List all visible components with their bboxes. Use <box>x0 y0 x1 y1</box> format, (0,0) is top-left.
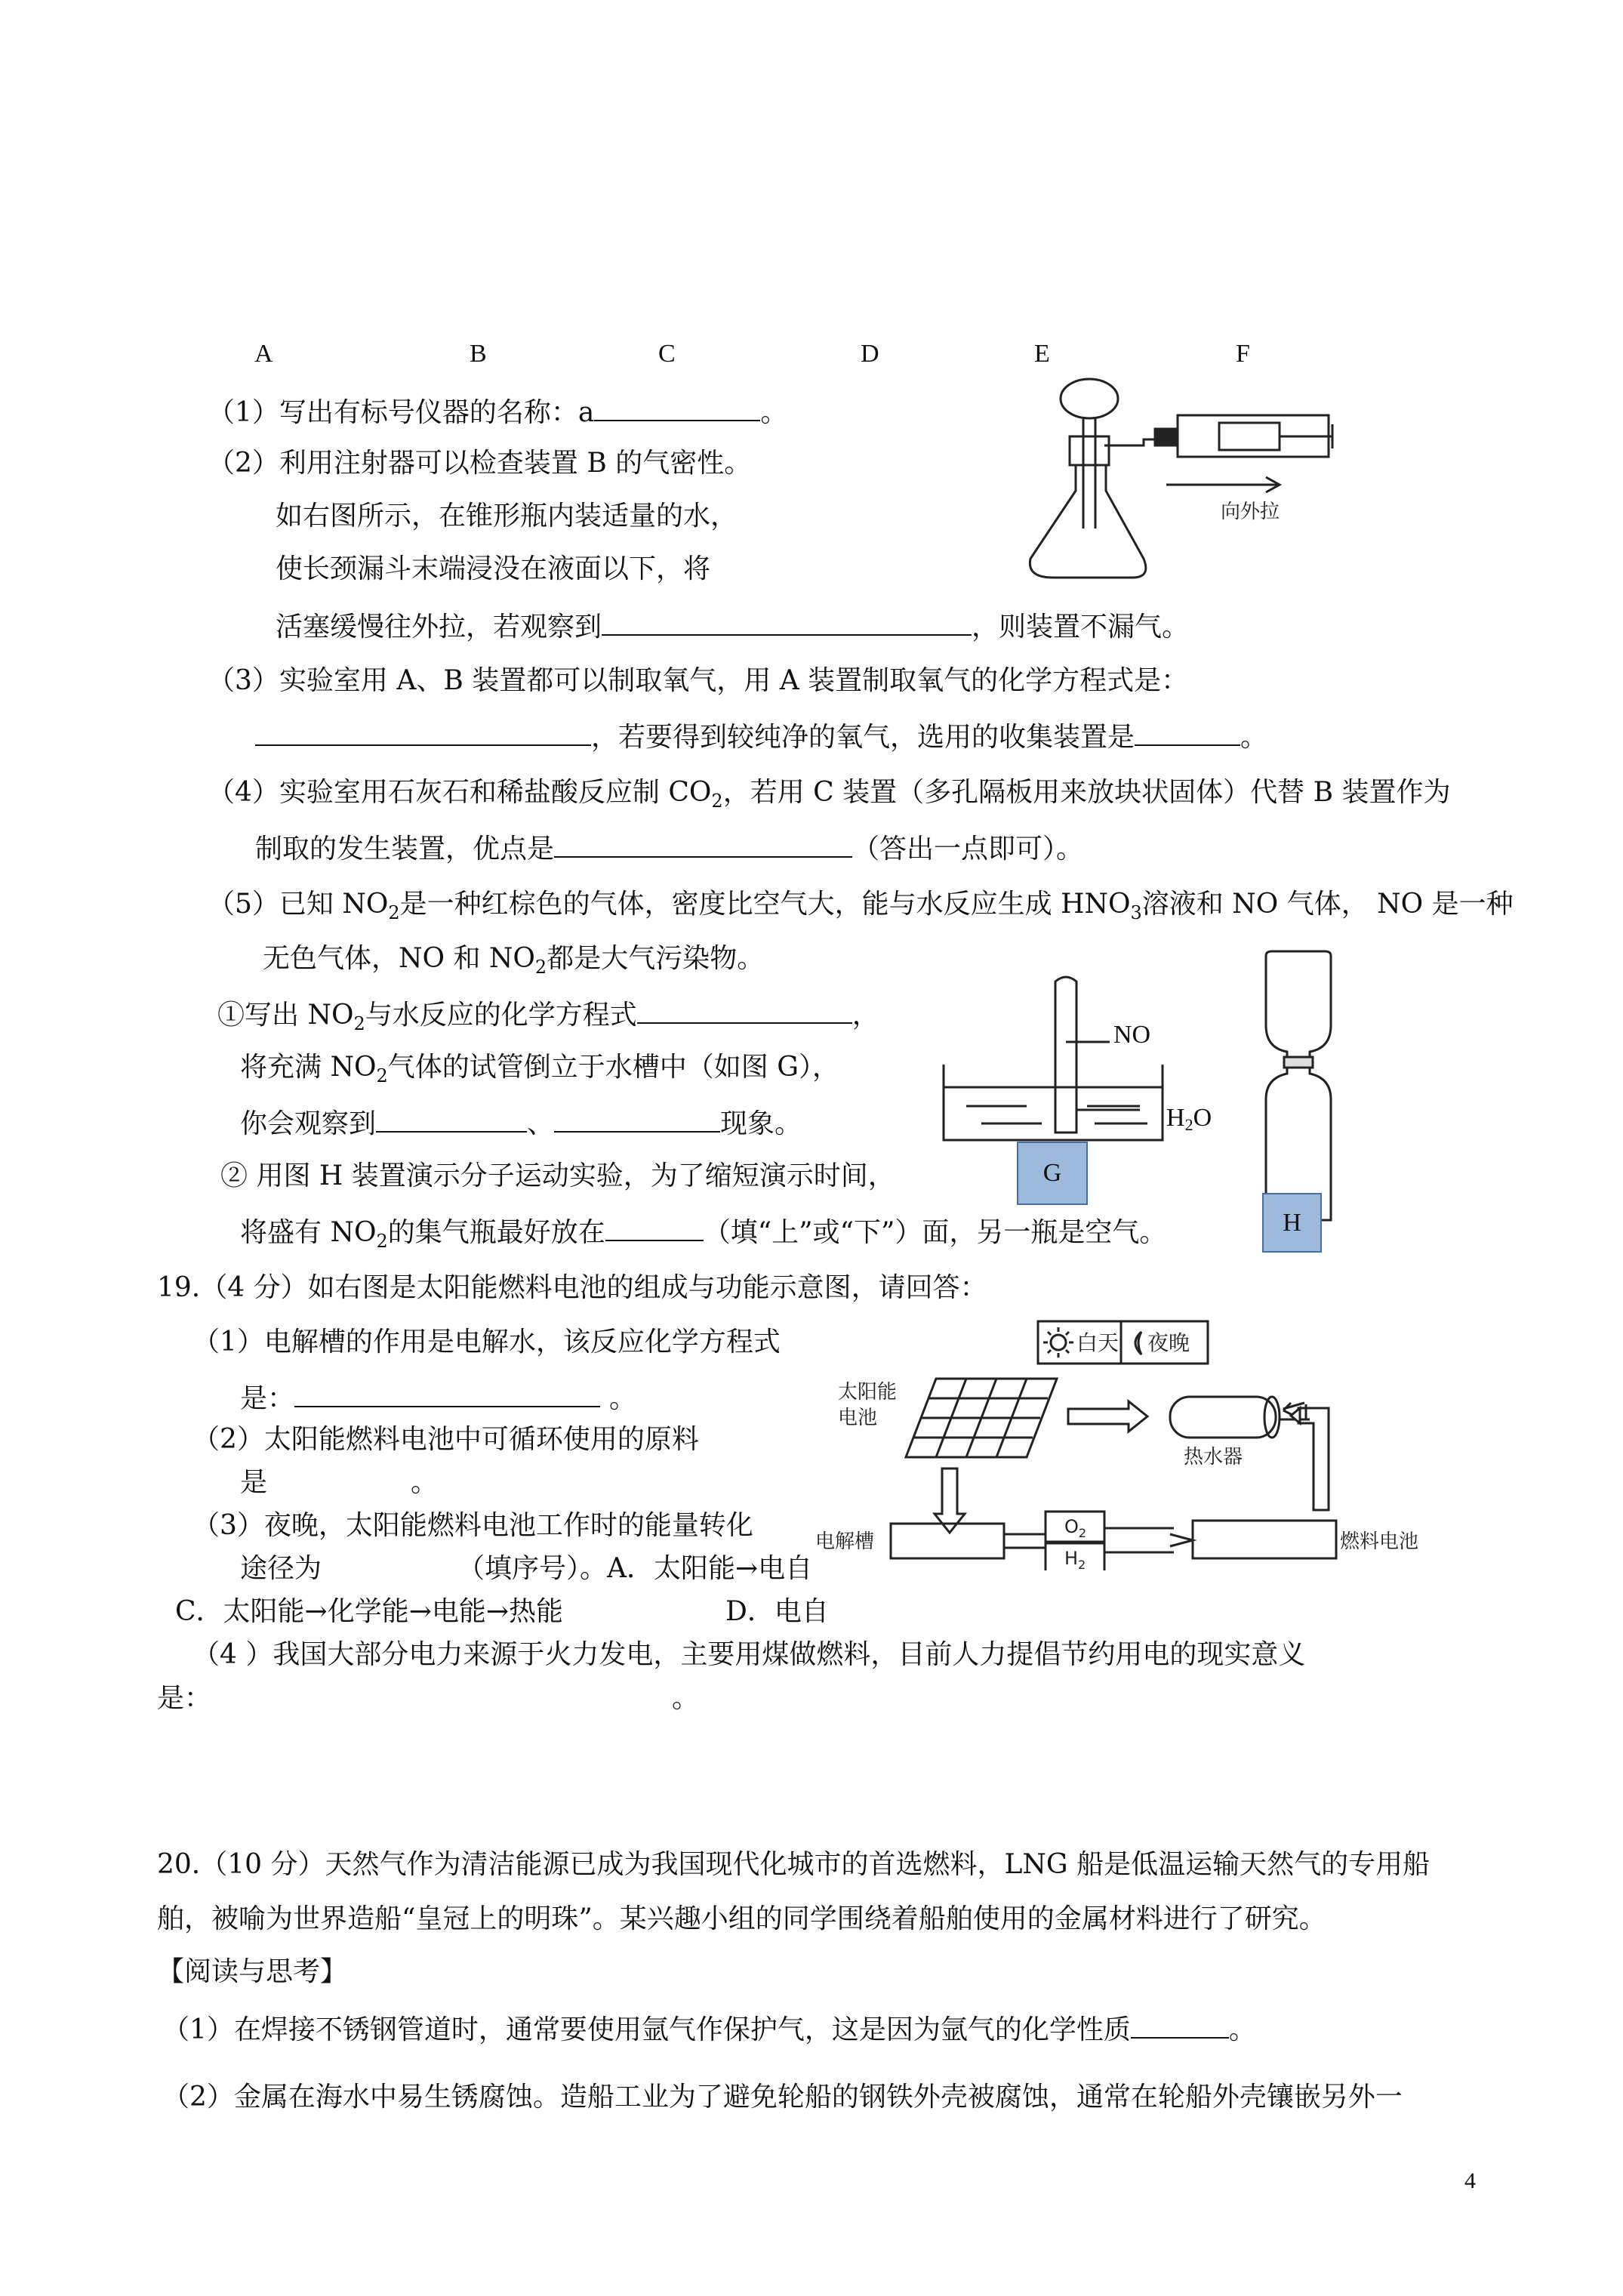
q19-part1-line1: （1）电解槽的作用是电解水，该反应化学方程式 <box>192 1327 781 1358</box>
page-number: 4 <box>1464 2168 1476 2193</box>
answer-blank[interactable] <box>554 1105 720 1133</box>
answer-blank[interactable] <box>554 831 852 858</box>
column-letter-d: D <box>861 340 879 368</box>
q20-section-heading: 【阅读与思考】 <box>157 1956 348 1987</box>
solar-fuel-cell-figure <box>815 1314 1419 1570</box>
q19-part3-line1: （3）夜晚，太阳能燃料电池工作时的能量转化 <box>192 1510 753 1541</box>
answer-blank[interactable] <box>1135 719 1240 746</box>
q18-part5-sub1: ①写出 $NO_2$与水反应的化学方程式 ， <box>217 997 879 1040</box>
hydrogen-label: $H_2$ <box>1064 1548 1086 1570</box>
column-letter-f: F <box>1236 340 1250 368</box>
solar-panel-label-2: 电池 <box>838 1407 878 1429</box>
q19-part4-line2: 是： 。 <box>157 1683 700 1714</box>
q18-part2-line4: 活塞缓慢往外拉，若观察到 ，则装置不漏气。 <box>276 609 1189 644</box>
q18-part5-sub4: ② 用图 H 装置演示分子运动实验，为了缩短演示时间， <box>220 1160 895 1191</box>
q20-line2: 舶，被喻为世界造船“皇冠上的明珠”。某兴趣小组的同学围绕着船舶使用的金属材料进行了研究。 <box>157 1903 1326 1934</box>
night-label: 夜晚 <box>1147 1330 1190 1355</box>
column-letter-a: A <box>254 340 273 368</box>
pull-out-label: 向外拉 <box>1221 501 1280 523</box>
q18-part3-line1: （3）实验室用 A、B 装置都可以制取氧气，用 A 装置制取氧气的化学方程式是： <box>208 665 1189 696</box>
figure-h-gas-bottles <box>1257 950 1340 1229</box>
q19-part3-line3: C．太阳能→化学能→电能→热能 D．电自 <box>175 1596 829 1627</box>
answer-blank[interactable] <box>602 609 972 636</box>
q18-part1: （1）写出有标号仪器的名称：a 。 <box>208 394 787 430</box>
q20-part2: （2）金属在海水中易生锈腐蚀。造船工业为了避免轮船的钢铁外壳被腐蚀，通常在轮船外壳镶嵌另外一 <box>162 2082 1403 2113</box>
answer-blank[interactable] <box>376 1105 527 1133</box>
column-letter-b: B <box>470 340 487 368</box>
q19-part4-line1: （4 ）我国大部分电力来源于火力发电，主要用煤做燃料，目前人力提倡节约用电的现实意义 <box>192 1639 1306 1670</box>
heater-label: 热水器 <box>1184 1446 1243 1469</box>
q20-line1: 20.（10 分）天然气作为清洁能源已成为我国现代化城市的首选燃料，LNG 船是低温运输天然气的专用船 <box>157 1849 1431 1880</box>
electrolyzer-label: 电解槽 <box>815 1530 875 1553</box>
answer-blank[interactable] <box>594 394 760 421</box>
q18-part5-sub2: 将充满 $NO_2$气体的试管倒立于水槽中（如图 G）， <box>240 1052 839 1086</box>
answer-blank[interactable] <box>605 1214 704 1241</box>
column-letter-e: E <box>1034 340 1050 368</box>
q18-part2-line3: 使长颈漏斗末端浸没在液面以下，将 <box>276 553 711 584</box>
q18-part5-line2: 无色气体，NO 和 $NO_2$都是大气污染物。 <box>263 943 765 978</box>
q18-part3-line2: ，若要得到较纯净的氧气，选用的收集装置是 。 <box>255 719 1267 754</box>
answer-blank[interactable] <box>637 997 852 1024</box>
q19-part1-line2: 是： 。 <box>240 1380 636 1416</box>
solar-panel-label: 太阳能 <box>838 1381 898 1404</box>
figure-h-label: H <box>1262 1193 1322 1253</box>
q19-heading: 19.（4 分）如右图是太阳能燃料电池的组成与功能示意图，请回答： <box>157 1272 987 1303</box>
water-label: H2O <box>1166 1104 1212 1134</box>
day-label: 白天 <box>1076 1330 1119 1355</box>
oxygen-label: $O_2$ <box>1064 1516 1087 1540</box>
answer-blank[interactable] <box>1131 2011 1229 2039</box>
q18-part5-sub5: 将盛有 $NO_2$的集气瓶最好放在 （填“上”或“下”）面，另一瓶是空气。 <box>240 1214 1166 1258</box>
column-letter-c: C <box>658 340 676 368</box>
q18-part5-sub3: 你会观察到 、 现象。 <box>240 1105 802 1141</box>
q18-part4-line2: 制取的发生装置，优点是 （答出一点即可）。 <box>255 831 1083 866</box>
syringe-flask-figure <box>1023 370 1340 589</box>
q18-part2-line1: （2）利用注射器可以检查装置 B 的气密性。 <box>208 448 752 479</box>
no-gas-label: NO <box>1113 1021 1151 1049</box>
q19-part2-line1: （2）太阳能燃料电池中可循环使用的原料 <box>192 1424 699 1455</box>
q20-part1: （1）在焊接不锈钢管道时，通常要使用氩气作保护气，这是因为氩气的化学性质 。 <box>162 2011 1256 2047</box>
q18-part4-line1: （4）实验室用石灰石和稀盐酸反应制 $CO_2$，若用 C 装置（多孔隔板用来放块状固体）代替 B 装置作为 <box>208 777 1451 812</box>
answer-blank[interactable] <box>255 719 591 746</box>
q19-part2-line2: 是 。 <box>240 1467 439 1498</box>
q18-part2-line2: 如右图所示，在锥形瓶内装适量的水， <box>276 501 738 532</box>
q19-part3-line2: 途径为 （填序号）。A．太阳能→电自 <box>240 1553 813 1584</box>
fuel-cell-label: 燃料电池 <box>1340 1530 1419 1553</box>
answer-blank[interactable] <box>294 1380 600 1407</box>
q18-part5-line1: （5）已知 $NO_2$是一种红棕色的气体，密度比空气大，能与水反应生成 $HNO_3$溶液和 NO 气体， NO 是一种 <box>208 889 1514 923</box>
figure-g-label: G <box>1017 1142 1088 1205</box>
